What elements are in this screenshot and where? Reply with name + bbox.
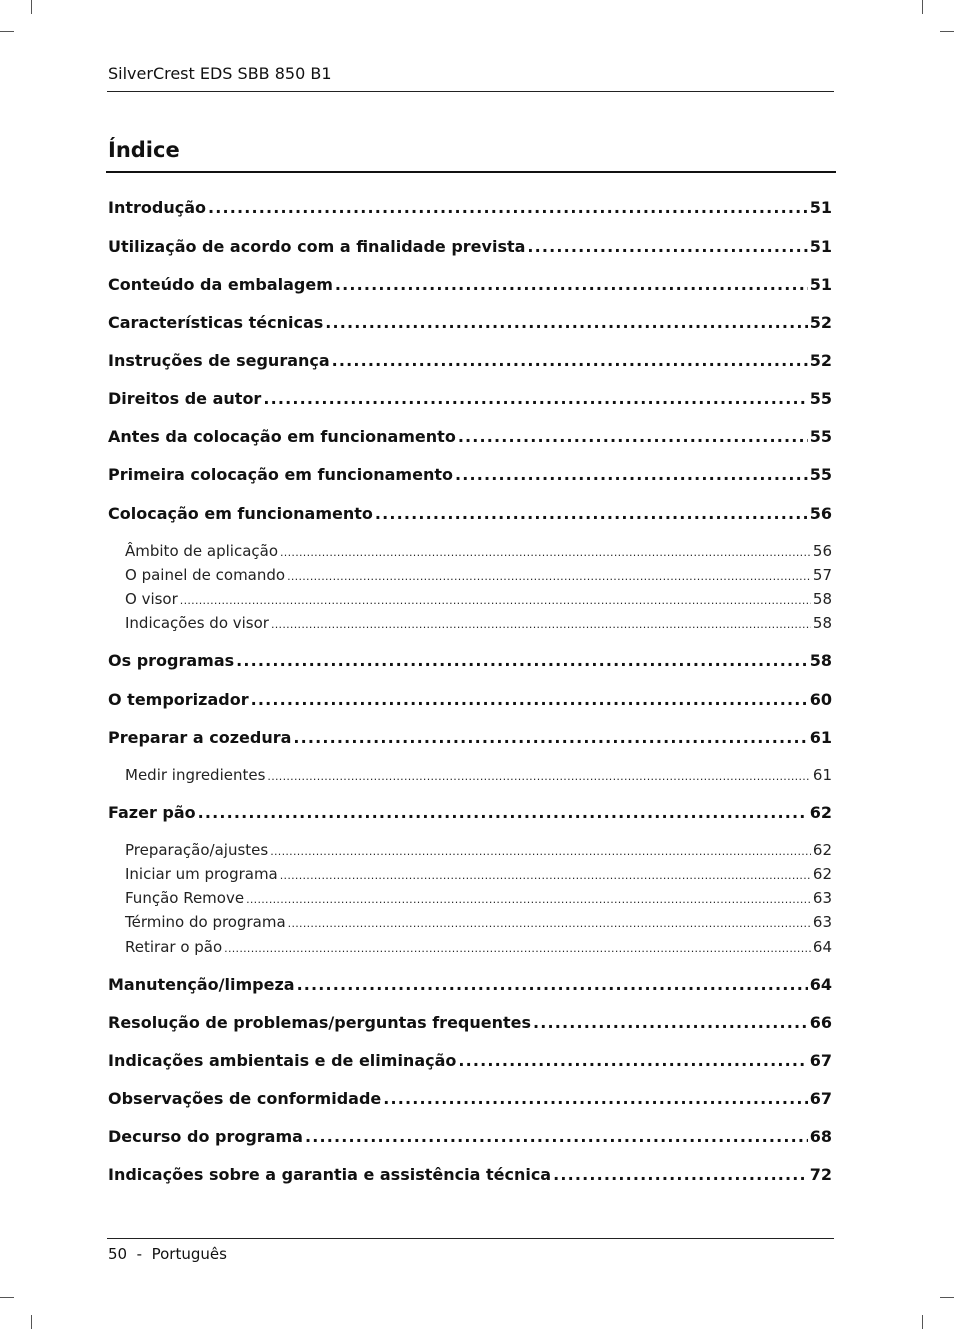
toc-leader-dots [375, 504, 808, 523]
toc-entry[interactable] [108, 389, 832, 408]
toc-leader-dots [208, 198, 808, 217]
toc-entry-page: 64 [812, 938, 832, 956]
toc-subentry[interactable] [125, 938, 832, 956]
toc-entry-label: O visor [125, 590, 178, 608]
footer-page-number: 50 [108, 1245, 128, 1263]
toc-entry-page: 58 [809, 651, 832, 670]
toc-entry-label: Fazer pão [108, 803, 196, 822]
toc-leader-dots [297, 975, 808, 994]
toc-entry[interactable] [108, 465, 832, 484]
toc-leader-dots [263, 389, 807, 408]
toc-leader-dots [383, 1089, 807, 1108]
toc-entry-page: 61 [809, 728, 832, 747]
toc-entry-label: Instruções de segurança [108, 351, 330, 370]
toc-entry-page: 51 [809, 275, 832, 294]
toc-entry[interactable] [108, 975, 832, 994]
toc-leader-dots [332, 351, 808, 370]
toc-leader-dots [198, 803, 808, 822]
toc-entry[interactable] [108, 1165, 832, 1184]
toc-leader-dots [455, 465, 808, 484]
toc-entry-label: Utilização de acordo com a finalidade prevista [108, 237, 526, 256]
toc-leader-dots [236, 651, 808, 670]
toc-subentry[interactable] [125, 766, 832, 784]
toc-leader-dots [251, 690, 808, 709]
toc-subentry[interactable] [125, 590, 832, 608]
title-divider [106, 171, 836, 173]
toc-entry-label: Medir ingredientes [125, 766, 266, 784]
toc-entry-label: Primeira colocação em funcionamento [108, 465, 453, 484]
toc-entry-label: Preparar a cozedura [108, 728, 292, 747]
toc-entry-page: 55 [809, 427, 832, 446]
crop-mark [940, 1297, 954, 1298]
toc-entry-label: Manutenção/limpeza [108, 975, 295, 994]
page-title: Índice [108, 138, 180, 162]
toc-entry[interactable] [108, 803, 832, 822]
toc-entry-page: 62 [809, 803, 832, 822]
toc-entry-page: 67 [809, 1089, 832, 1108]
toc-entry-page: 56 [812, 542, 832, 560]
crop-mark [922, 1315, 923, 1329]
toc-entry[interactable] [108, 351, 832, 370]
toc-leader-dots [288, 913, 811, 931]
toc-leader-dots [280, 865, 811, 883]
running-footer [108, 1245, 227, 1263]
toc-entry-label: Indicações ambientais e de eliminação [108, 1051, 457, 1070]
toc-entry[interactable] [108, 1013, 832, 1032]
toc-entry[interactable] [108, 427, 832, 446]
toc-subentry[interactable] [125, 614, 832, 632]
footer-language: Português [151, 1245, 227, 1263]
crop-mark [922, 0, 923, 14]
toc-entry[interactable] [108, 275, 832, 294]
toc-entry[interactable] [108, 504, 832, 523]
toc-subentry[interactable] [125, 566, 832, 584]
toc-leader-dots [527, 237, 807, 256]
toc-entry-page: 64 [809, 975, 832, 994]
toc-leader-dots [553, 1165, 808, 1184]
toc-entry-page: 62 [812, 865, 832, 883]
toc-entry-label: O temporizador [108, 690, 249, 709]
toc-entry[interactable] [108, 1051, 832, 1070]
toc-subentry[interactable] [125, 865, 832, 883]
toc-entry-label: Decurso do programa [108, 1127, 303, 1146]
toc-entry-label: Retirar o pão [125, 938, 223, 956]
toc-subentry[interactable] [125, 889, 832, 907]
toc-entry-page: 60 [809, 690, 832, 709]
toc-entry-page: 52 [809, 313, 832, 332]
toc-subentry[interactable] [125, 542, 832, 560]
toc-entry-label: Os programas [108, 651, 235, 670]
toc-entry-page: 63 [812, 889, 832, 907]
toc-leader-dots [270, 841, 811, 859]
toc-entry-label: Iniciar um programa [125, 865, 278, 883]
footer-separator: - [136, 1245, 143, 1263]
toc-entry-page: 52 [809, 351, 832, 370]
toc-entry-label: O painel de comando [125, 566, 286, 584]
toc-subentry[interactable] [125, 841, 832, 859]
toc-entry-page: 61 [812, 766, 832, 784]
toc-entry-page: 72 [809, 1165, 832, 1184]
toc-leader-dots [533, 1013, 808, 1032]
toc-leader-dots [458, 1051, 807, 1070]
toc-leader-dots [305, 1127, 808, 1146]
toc-entry-page: 63 [812, 913, 832, 931]
toc-entry-label: Conteúdo da embalagem [108, 275, 333, 294]
toc-entry-page: 62 [812, 841, 832, 859]
crop-mark [31, 0, 32, 14]
toc-leader-dots [325, 313, 807, 332]
toc-entry-label: Indicações do visor [125, 614, 269, 632]
toc-entry-label: Término do programa [125, 913, 286, 931]
running-header: SilverCrest EDS SBB 850 B1 [108, 64, 332, 83]
toc-entry-page: 58 [812, 614, 832, 632]
toc-leader-dots [267, 766, 811, 784]
toc-entry-label: Características técnicas [108, 313, 324, 332]
toc-entry-label: Colocação em funcionamento [108, 504, 373, 523]
toc-entry-page: 55 [809, 465, 832, 484]
toc-subentry[interactable] [125, 913, 832, 931]
crop-mark [940, 31, 954, 32]
header-divider [107, 91, 834, 92]
crop-mark [0, 31, 14, 32]
crop-mark [31, 1315, 32, 1329]
toc-entry-page: 57 [812, 566, 832, 584]
toc-entry-page: 55 [809, 389, 832, 408]
toc-leader-dots [246, 889, 811, 907]
toc-entry[interactable] [108, 237, 832, 256]
toc-entry-page: 68 [809, 1127, 832, 1146]
toc-leader-dots [180, 590, 811, 608]
toc-leader-dots [458, 427, 808, 446]
toc-entry[interactable] [108, 651, 832, 670]
toc-leader-dots [280, 542, 811, 560]
toc-leader-dots [335, 275, 808, 294]
toc-entry[interactable] [108, 198, 832, 217]
toc-leader-dots [287, 566, 811, 584]
toc-entry[interactable] [108, 1127, 832, 1146]
toc-entry-label: Introdução [108, 198, 206, 217]
toc-entry-label: Preparação/ajustes [125, 841, 269, 859]
toc-leader-dots [271, 614, 811, 632]
toc-entry-page: 58 [812, 590, 832, 608]
toc-entry-label: Âmbito de aplicação [125, 542, 279, 560]
toc-entry-label: Resolução de problemas/perguntas frequentes [108, 1013, 532, 1032]
toc-entry-label: Antes da colocação em funcionamento [108, 427, 456, 446]
toc-entry-page: 56 [809, 504, 832, 523]
toc-leader-dots [224, 938, 811, 956]
toc-entry-label: Observações de conformidade [108, 1089, 382, 1108]
toc-entry[interactable] [108, 690, 832, 709]
toc-entry-page: 51 [809, 198, 832, 217]
toc-entry-label: Direitos de autor [108, 389, 262, 408]
toc-entry-label: Função Remove [125, 889, 245, 907]
toc-entry-page: 51 [809, 237, 832, 256]
toc-entry-page: 66 [809, 1013, 832, 1032]
crop-mark [0, 1297, 14, 1298]
toc-entry-label: Indicações sobre a garantia e assistência técnica [108, 1165, 552, 1184]
footer-divider [107, 1238, 834, 1239]
toc-entry[interactable] [108, 1089, 832, 1108]
toc-leader-dots [293, 728, 807, 747]
toc-entry[interactable] [108, 313, 832, 332]
toc-entry-page: 67 [809, 1051, 832, 1070]
toc-entry[interactable] [108, 728, 832, 747]
